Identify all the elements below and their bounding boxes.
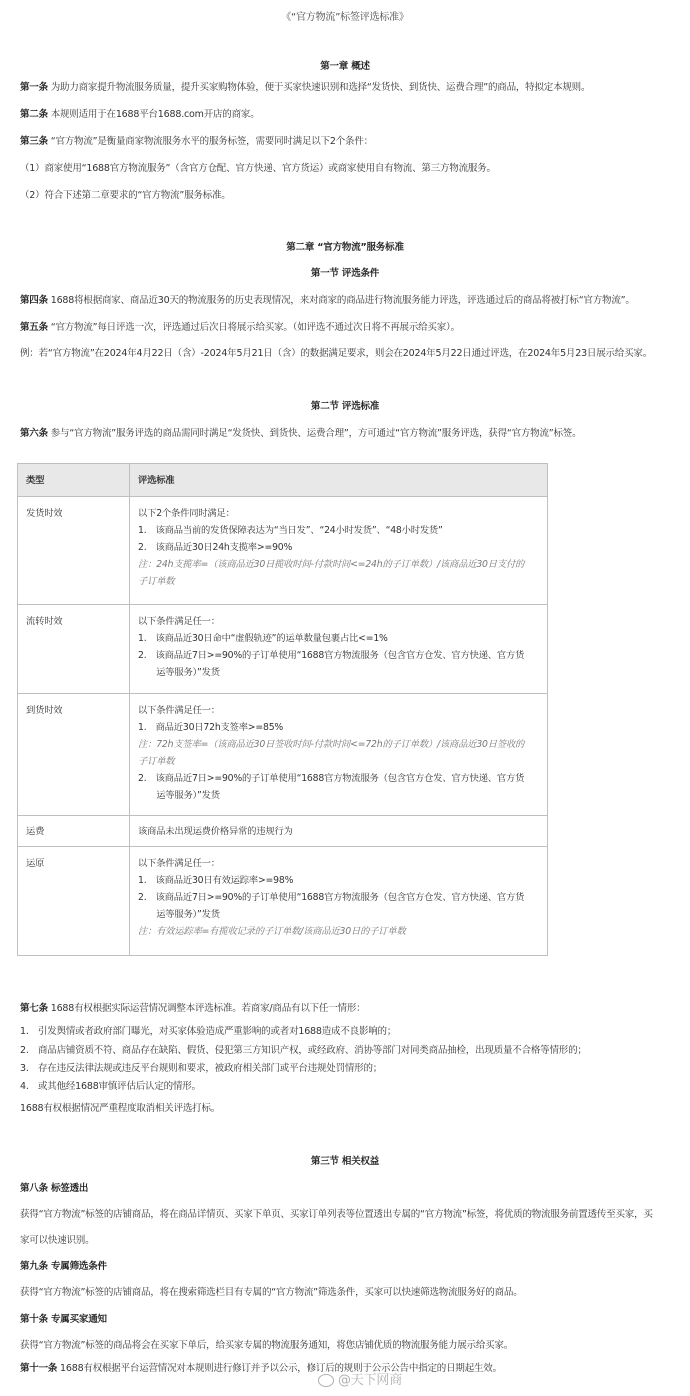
criteria-line: 1. 商品近30日72h支签率>=85% <box>138 722 284 733</box>
article-5 <box>20 321 460 335</box>
article-3 <box>20 135 373 149</box>
article-8-text-cont: 家可以快速识别。 <box>20 1235 95 1246</box>
article-10-text: 获得“官方物流”标签的商品将会在买家下单后，给买家专属的物流服务通知，将您店铺优质的物流服务能力展示给买家。 <box>20 1340 514 1351</box>
row-type: 到货时效 <box>18 694 130 816</box>
row-type: 发货时效 <box>18 497 130 605</box>
article-2 <box>20 108 260 122</box>
criteria-line: 以下条件满足任一： <box>138 616 220 627</box>
row-type: 运费 <box>18 816 130 847</box>
watermark-text: @天下网商 <box>338 1373 403 1388</box>
article-8-text: 获得“官方物流”标签的店铺商品，将在商品详情页、买家下单页、买家订单列表等位置透出专属的“官方物流”标签，将优质的物流服务前置透传至买家，买 <box>20 1209 653 1220</box>
criteria-line: 1. 该商品近30日有效运踪率>=98% <box>138 875 294 886</box>
row-type: 运原 <box>18 847 130 956</box>
table-row <box>18 694 548 816</box>
table-header-row <box>18 464 548 497</box>
article-7-label: 第七条 <box>20 1003 48 1014</box>
article-7 <box>20 1002 365 1016</box>
article-6-label: 第六条 <box>20 428 48 439</box>
criteria-note: 注：72h支签率=（该商品近30日签收时间-付款时间<=72h的子订单数）/该商品近30日签收的 <box>138 739 525 750</box>
article-4 <box>20 294 635 308</box>
article-7-text: 1688有权根据实际运营情况调整本评选标准。若商家/商品有以下任一情形： <box>50 1003 366 1014</box>
condition-1: （1）商家使用“1688官方物流服务”（含官方仓配、官方快递、官方货运）或商家使用自有物流、第三方物流服务。 <box>20 163 496 174</box>
article-11-label: 第十一条 <box>20 1363 58 1374</box>
chapter1-heading: 第一章 概述 <box>320 61 370 72</box>
criteria-table <box>17 463 548 956</box>
article-1-label: 第一条 <box>20 82 48 93</box>
article-7-item: 3. 存在违反法律法规或违反平台规则和要求，被政府相关部门或平台违规处罚情形的； <box>20 1063 383 1074</box>
article-3-text: “官方物流”是衡量商家物流服务水平的服务标签，需要同时满足以下2个条件： <box>50 136 373 147</box>
criteria-line: 该商品未出现运费价格异常的违规行为 <box>138 826 293 837</box>
article-5-text: “官方物流”每日评选一次，评选通过后次日将展示给买家。（如评选不通过次日将不再展示给买家）。 <box>50 322 460 333</box>
criteria-line: 运等服务）”发货 <box>138 667 220 678</box>
document-title: 《“官方物流”标签评选标准》 <box>281 12 409 23</box>
example-text: 例：若“官方物流”在2024年4月22日（含）-2024年5月21日（含）的数据满足要求，则会在2024年5月22日通过评选，在2024年5月23日展示给买家。 <box>20 348 653 359</box>
article-2-label: 第二条 <box>20 109 48 120</box>
weibo-icon <box>318 1374 334 1387</box>
row-criteria <box>130 497 548 605</box>
criteria-line: 运等服务）”发货 <box>138 790 220 801</box>
table-row <box>18 847 548 956</box>
article-11-text: 1688有权根据平台运营情况对本规则进行修订并予以公示，修订后的规则于公示公告中指定的日期起生效。 <box>60 1363 502 1374</box>
article-9-heading: 第九条 专属筛选条件 <box>20 1261 107 1272</box>
table-header-criteria: 评选标准 <box>130 464 548 497</box>
table-row <box>18 816 548 847</box>
criteria-line: 以下2个条件同时满足： <box>138 508 235 519</box>
criteria-line: 2. 该商品近7日>=90%的子订单使用“1688官方物流服务（包含官方仓发、官方快递、官方货 <box>138 773 525 784</box>
watermark <box>318 1373 402 1389</box>
article-7-item: 2. 商品店铺资质不符、商品存在缺陷、假货、侵犯第三方知识产权，或经政府、消协等部门对同类商品抽检，出现质量不合格等情形的； <box>20 1045 587 1056</box>
criteria-note: 子订单数 <box>138 576 175 587</box>
row-criteria <box>130 847 548 956</box>
article-7-item: 4. 或其他经1688审慎评估后认定的情形。 <box>20 1081 201 1092</box>
article-10-heading: 第十条 专属买家通知 <box>20 1314 107 1325</box>
section3-heading: 第三节 相关权益 <box>310 1156 380 1167</box>
section1-heading: 第一节 评选条件 <box>310 268 380 279</box>
article-4-text: 1688将根据商家、商品近30天的物流服务的历史表现情况，来对商家的商品进行物流服务能力评选，评选通过后的商品将被打标“官方物流”。 <box>50 295 635 306</box>
article-2-text: 本规则适用于在1688平台1688.com开店的商家。 <box>50 109 260 120</box>
criteria-line: 运等服务）”发货 <box>138 909 220 920</box>
article-7-item: 1. 引发舆情或者政府部门曝光，对买家体验造成严重影响的或者对1688造成不良影响的； <box>20 1026 397 1037</box>
criteria-line: 2. 该商品近30日24h支揽率>=90% <box>138 542 293 553</box>
table-row <box>18 605 548 694</box>
criteria-line: 1. 该商品当前的发货保障表达为“当日发”、“24小时发货”、“48小时发货” <box>138 525 443 536</box>
article-7-tail: 1688有权根据情况严重程度取消相关评选打标。 <box>20 1103 221 1114</box>
criteria-line: 以下条件满足任一： <box>138 858 220 869</box>
section2-heading: 第二节 评选标准 <box>310 401 380 412</box>
row-type: 流转时效 <box>18 605 130 694</box>
criteria-note: 注：有效运踪率=有揽收记录的子订单数/该商品近30日的子订单数 <box>138 926 406 937</box>
criteria-line: 2. 该商品近7日>=90%的子订单使用“1688官方物流服务（包含官方仓发、官方快递、官方货 <box>138 650 525 661</box>
article-11 <box>20 1362 502 1376</box>
criteria-line: 2. 该商品近7日>=90%的子订单使用“1688官方物流服务（包含官方仓发、官方快递、官方货 <box>138 892 525 903</box>
article-1 <box>20 81 590 95</box>
row-criteria <box>130 816 548 847</box>
article-9-text: 获得“官方物流”标签的店铺商品，将在搜索筛选栏目有专属的“官方物流”筛选条件，买家可以快速筛选物流服务好的商品。 <box>20 1287 523 1298</box>
row-criteria <box>130 605 548 694</box>
article-6 <box>20 427 581 441</box>
article-1-text: 为助力商家提升物流服务质量，提升买家购物体验，便于买家快速识别和选择“发货快、到货快、运费合理”的商品，特拟定本规则。 <box>50 82 591 93</box>
table-row <box>18 497 548 605</box>
chapter2-heading: 第二章 “官方物流”服务标准 <box>286 242 404 253</box>
criteria-line: 1. 该商品近30日命中“虚假轨迹”的运单数量包裹占比<=1% <box>138 633 388 644</box>
article-4-label: 第四条 <box>20 295 48 306</box>
article-6-text: 参与“官方物流”服务评选的商品需同时满足“发货快、到货快、运费合理”，方可通过“官方物流”服务评选，获得“官方物流”标签。 <box>50 428 582 439</box>
criteria-note: 子订单数 <box>138 756 175 767</box>
table-header-type: 类型 <box>18 464 130 497</box>
row-criteria <box>130 694 548 816</box>
article-3-label: 第三条 <box>20 136 48 147</box>
condition-2: （2）符合下述第二章要求的“官方物流”服务标准。 <box>20 190 231 201</box>
article-5-label: 第五条 <box>20 322 48 333</box>
article-8-heading: 第八条 标签透出 <box>20 1183 89 1194</box>
criteria-line: 以下条件满足任一： <box>138 705 220 716</box>
criteria-note: 注：24h支揽率=（该商品近30日揽收时间-付款时间<=24h的子订单数）/该商品近30日支付的 <box>138 559 525 570</box>
